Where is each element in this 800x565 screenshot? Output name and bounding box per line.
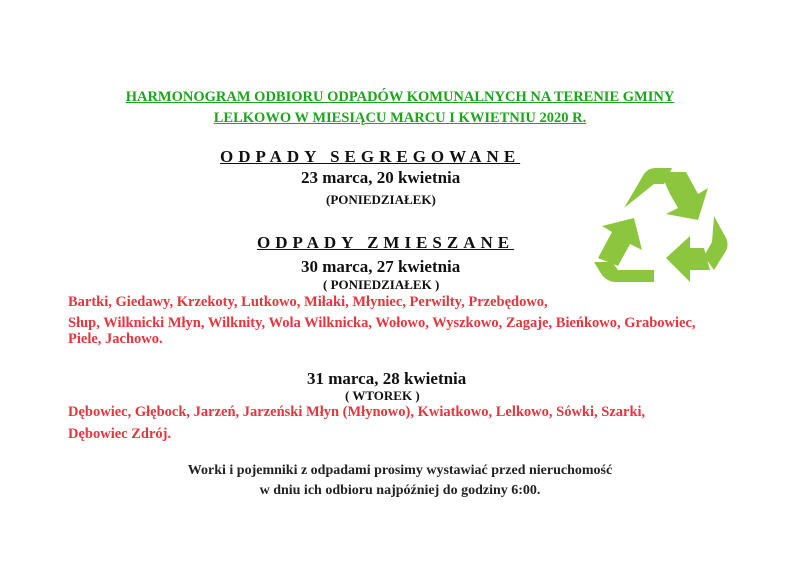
recycle-icon — [594, 166, 728, 284]
title-line-1: HARMONOGRAM ODBIORU ODPADÓW KOMUNALNYCH NA TERENIE GMINY — [125, 89, 675, 105]
mixed-group2-dates: 31 marca, 28 kwietnia — [307, 369, 467, 388]
mixed-group1-villages-3: Piele, Jachowo. — [68, 331, 163, 347]
segregated-heading: ODPADY SEGREGOWANE — [220, 147, 521, 166]
footer-line-2: w dniu ich odbioru najpóźniej do godziny 6:00. — [259, 483, 541, 498]
mixed-group2-villages-1: Dębowiec, Głębock, Jarzeń, Jarzeński Młyn (Młynowo), Kwiatkowo, Lelkowo, Sówki, Szarki, — [68, 404, 646, 420]
mixed-group1-villages-2: Słup, Wilknicki Młyn, Wilknity, Wola Wilknicka, Wołowo, Wyszkowo, Zagaje, Bieńkowo, Grabowiec, — [68, 315, 696, 331]
footer-line-1: Worki i pojemniki z odpadami prosimy wystawiać przed nieruchomość — [187, 463, 613, 478]
segregated-dates: 23 marca, 20 kwietnia — [301, 168, 461, 187]
mixed-heading: ODPADY ZMIESZANE — [257, 233, 515, 252]
mixed-group2-villages-2: Dębowiec Zdrój. — [68, 426, 172, 442]
mixed-group1-villages-1: Bartki, Giedawy, Krzekoty, Lutkowo, Miłaki, Młyniec, Perwilty, Przebędowo, — [68, 294, 548, 310]
mixed-group2-day: ( WTOREK ) — [345, 388, 420, 403]
mixed-group1-day: ( PONIEDZIAŁEK ) — [323, 277, 440, 292]
title-line-2: LELKOWO W MIESIĄCU MARCU I KWIETNIU 2020 R. — [213, 110, 587, 126]
segregated-day: (PONIEDZIAŁEK) — [326, 192, 436, 207]
mixed-group1-dates: 30 marca, 27 kwietnia — [301, 257, 461, 276]
